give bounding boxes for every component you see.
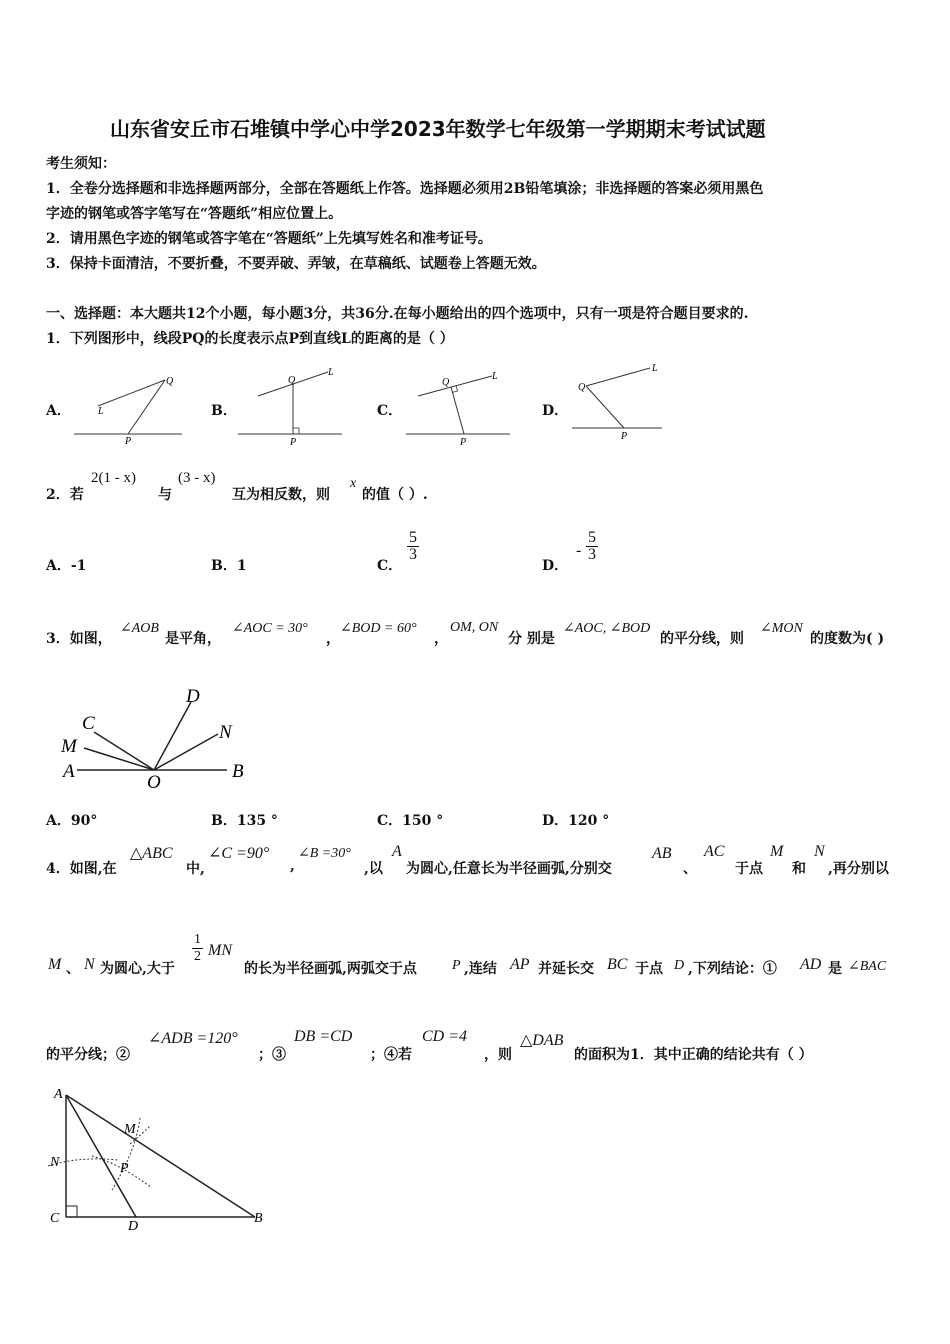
q2c-frac-num: 5 <box>409 529 417 546</box>
q3-figure <box>55 680 265 795</box>
q3-option-a[interactable]: A．90° <box>46 813 98 829</box>
q2-var-x: x <box>350 476 357 491</box>
q1c-label-l: L <box>492 371 498 382</box>
q4-l2-bac: ∠BAC <box>848 959 887 974</box>
q3-option-d[interactable]: D．120 ° <box>542 813 610 829</box>
q4-l2-half <box>192 932 203 965</box>
q2-option-a[interactable]: A．-1 <box>46 558 87 574</box>
q4-l3-part4: ，则 <box>484 1047 512 1063</box>
q3-expr-mon: ∠MON <box>760 621 803 636</box>
notice-line-1a: 1．全卷分选择题和非选择题两部分，全部在答题纸上作答。选择题必须用2B铅笔填涂；非选择题的答案必须用黑色 <box>46 181 764 197</box>
q4-label-c: C <box>50 1211 60 1226</box>
q4-l3-adb: ∠ADB =120° <box>148 1030 238 1047</box>
q4-stem-part1: 4．如图,在 <box>46 861 117 877</box>
q1-figure-b <box>236 364 346 448</box>
q4-l2-bc: BC <box>607 956 628 973</box>
q2-option-d[interactable]: D． <box>542 558 569 574</box>
q2-stem-part4: 的值（ ）. <box>362 487 428 503</box>
q4-l2-part3: ,连结 <box>464 961 497 977</box>
q3-comma-2: ， <box>434 631 448 647</box>
q4-stem-part4: ,以 <box>364 861 383 877</box>
q4-var-ab: AB <box>652 845 672 862</box>
q1-figure-a <box>70 370 185 448</box>
q4-label-n: N <box>50 1155 60 1170</box>
q4-l2-d: D <box>674 958 685 973</box>
q4-expr-abc: △ABC <box>130 845 173 862</box>
q4-l3-cd4: CD =4 <box>422 1028 468 1045</box>
q3-expr-bod: ∠BOD = 60° <box>340 621 417 636</box>
q2-stem-part3: 互为相反数，则 <box>232 487 330 503</box>
q3-label-n: N <box>219 722 232 743</box>
q1a-label-l: L <box>98 406 104 417</box>
q4-l2-m: M <box>48 956 62 973</box>
q2-option-c-fraction <box>407 530 419 563</box>
q4-stem-part2: 中, <box>186 861 205 877</box>
q2d-frac-num: 5 <box>588 529 596 546</box>
q3-option-c[interactable]: C．150 ° <box>377 813 444 829</box>
notice-line-3: 3．保持卡面清洁，不要折叠，不要弄破、弄皱，在草稿纸、试题卷上答题无效。 <box>46 256 546 272</box>
q4-var-a: A <box>392 843 402 860</box>
q1-stem: 1．下列图形中，线段PQ的长度表示点P到直线L的距离的是（ ） <box>46 331 454 347</box>
q4-expr-c90: ∠C =90° <box>208 845 270 862</box>
page-title: 山东省安丘市石堆镇中学心中学2023年数学七年级第一学期期末考试试题 <box>110 117 766 141</box>
notice-heading: 考生须知： <box>46 156 116 172</box>
q3-expr-aoc: ∠AOC = 30° <box>232 621 308 636</box>
q3-label-a: A <box>63 761 75 782</box>
q4-l2-sep: 、 <box>66 961 80 977</box>
q3-stem-part5: 的度数为( ) <box>810 631 885 647</box>
q4-l2-part2: 的长为半径画弧,两弧交于点 <box>244 961 417 977</box>
q4-var-n: N <box>814 843 825 860</box>
q4-stem-part9: ,再分别以 <box>828 861 889 877</box>
q4-l2-half-num: 1 <box>194 932 201 947</box>
q2-option-b[interactable]: B．1 <box>211 558 247 574</box>
q1-option-a[interactable]: A． <box>46 403 71 419</box>
q1-figure-c <box>404 364 514 448</box>
q4-l2-n: N <box>84 956 95 973</box>
q2-option-d-fraction <box>586 530 598 563</box>
q2c-frac-den: 3 <box>409 546 417 563</box>
q1a-label-p: P <box>125 436 132 447</box>
q4-l3-part1: 的平分线；② <box>46 1047 130 1063</box>
q1-option-c[interactable]: C． <box>377 403 403 419</box>
q4-l2-part1: 为圆心,大于 <box>100 961 175 977</box>
q3-label-m: M <box>61 736 77 757</box>
q4-stem-part7: 于点 <box>735 861 763 877</box>
q1b-label-p: P <box>290 437 297 448</box>
q4-l3-part2: ；③ <box>258 1047 286 1063</box>
q2-expr-1: 2(1 - x) <box>91 470 136 486</box>
q3-stem-part2: 是平角， <box>165 631 221 647</box>
q4-stem-part8: 和 <box>792 861 806 877</box>
q4-label-d: D <box>128 1219 139 1234</box>
q4-stem-part5: 为圆心,任意长为半径画弧,分别交 <box>406 861 612 877</box>
q4-l3-dbcd: DB =CD <box>294 1028 353 1045</box>
q3-label-o: O <box>147 772 161 793</box>
q3-label-c: C <box>82 713 95 734</box>
q1d-label-p: P <box>621 431 628 442</box>
q3-comma-1: ， <box>326 631 340 647</box>
q2-option-c[interactable]: C． <box>377 558 403 574</box>
q2-stem-part2: 与 <box>158 487 172 503</box>
q4-stem-part3: , <box>290 858 295 874</box>
q3-expr-aob: ∠AOB <box>120 621 159 636</box>
q4-l2-half-den: 2 <box>194 949 201 964</box>
q1-option-b[interactable]: B． <box>211 403 237 419</box>
q3-stem-part3: 分 别是 <box>508 631 555 647</box>
q3-expr-om-on: OM, ON <box>450 620 499 635</box>
q4-l2-part7: 是 <box>828 961 842 977</box>
q1-figure-d <box>570 360 670 444</box>
q1-option-d[interactable]: D． <box>542 403 569 419</box>
q1b-label-l: L <box>328 367 334 378</box>
q4-label-a: A <box>54 1087 63 1102</box>
q2-expr-2: (3 - x) <box>178 470 216 486</box>
q4-var-m: M <box>770 843 784 860</box>
q3-option-b[interactable]: B．135 ° <box>211 813 278 829</box>
section-heading: 一、选择题：本大题共12个小题，每小题3分，共36分.在每小题给出的四个选项中，只有一项是符合题目要求的. <box>46 306 749 322</box>
q4-l3-part3: ；④若 <box>370 1047 412 1063</box>
q2-stem-part1: 2．若 <box>46 487 84 503</box>
q3-stem-part1: 3．如图， <box>46 631 112 647</box>
q4-stem-part6: 、 <box>683 861 697 877</box>
q4-l3-dab: △DAB <box>520 1032 564 1049</box>
q4-l2-part5: 于点 <box>635 961 663 977</box>
q4-l3-part5: 的面积为1．其中正确的结论共有（ ） <box>574 1047 813 1063</box>
q4-l2-ap: AP <box>510 956 530 973</box>
notice-line-1b: 字迹的钢笔或答字笔写在“答题纸”相应位置上。 <box>46 206 343 222</box>
q1b-label-q: Q <box>288 375 296 386</box>
q4-label-m: M <box>124 1122 136 1137</box>
q3-label-d: D <box>186 686 200 707</box>
q1d-label-l: L <box>652 363 658 374</box>
q1d-label-q: Q <box>578 382 586 393</box>
q1c-label-q: Q <box>442 377 450 388</box>
q1c-label-p: P <box>460 437 467 448</box>
notice-line-2: 2．请用黑色字迹的钢笔或答字笔在“答题纸”上先填写姓名和准考证号。 <box>46 231 492 247</box>
q4-figure <box>40 1080 280 1240</box>
q3-stem-part4: 的平分线，则 <box>660 631 744 647</box>
q3-expr-aoc-bod: ∠AOC, ∠BOD <box>563 621 651 636</box>
q4-expr-b30: ∠B =30° <box>298 846 351 861</box>
q4-l2-mn: MN <box>208 942 232 959</box>
q2d-minus: - <box>576 542 582 559</box>
q4-l2-part6: ,下列结论：① <box>688 961 777 977</box>
q2d-frac-den: 3 <box>588 546 596 563</box>
q3-label-b: B <box>232 761 244 782</box>
q4-label-b: B <box>254 1211 263 1226</box>
q1a-label-q: Q <box>166 376 174 387</box>
q4-label-p: P <box>120 1161 129 1176</box>
q4-l2-ad: AD <box>800 956 822 973</box>
q4-l2-part4: 并延长交 <box>538 961 594 977</box>
q4-l2-p: P <box>452 958 461 973</box>
q4-var-ac: AC <box>704 843 725 860</box>
